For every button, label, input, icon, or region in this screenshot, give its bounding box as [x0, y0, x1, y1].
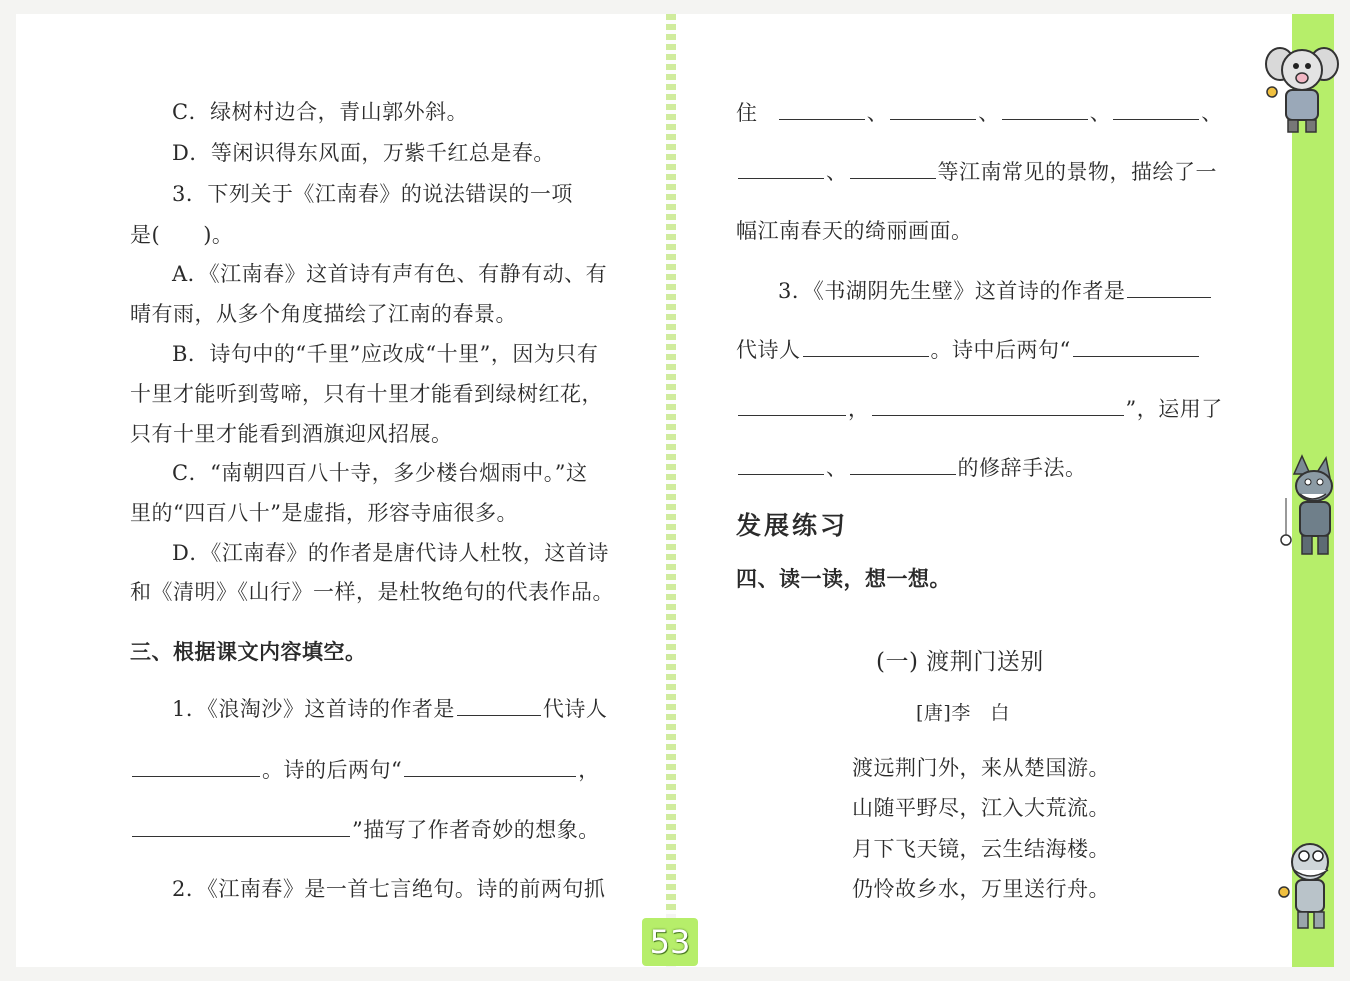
option-c2-line-2: 里的“四百八十”是虚指，形容寺庙很多。: [130, 501, 518, 525]
blank-verse-3a[interactable]: [1073, 338, 1199, 357]
separator: 、: [866, 101, 889, 125]
option-a-line-2: 晴有雨，从多个角度描绘了江南的春景。: [130, 302, 517, 326]
poem-line-1: 渡远荆门外，来从楚国游。: [852, 756, 1110, 780]
development-practice-heading: 发展练习: [736, 511, 849, 540]
fill-2-line-3: [736, 156, 1217, 186]
fill-3-text-d: ”，运用了: [1125, 397, 1223, 421]
fill-3-line-1: [778, 275, 1213, 305]
section-4-heading: 四、读一读，想一想。: [736, 567, 951, 591]
blank-poet-3[interactable]: [803, 338, 929, 357]
poem-line-3: 月下飞天镜，云生结海楼。: [852, 837, 1110, 861]
page-fold: [666, 14, 676, 914]
blank-scene-1[interactable]: [779, 101, 865, 120]
blank-dynasty[interactable]: [457, 697, 541, 716]
section-3-heading: 三、根据课文内容填空。: [130, 640, 367, 664]
fill-2-text-b: 等江南常见的景物，描绘了一: [937, 160, 1217, 184]
option-a-line-1: A．《江南春》这首诗有声有色、有静有动、有: [172, 262, 608, 286]
poem-line-2: 山随平野尽，江入大荒流。: [852, 796, 1110, 820]
crocodile-mascot-icon: [1270, 836, 1340, 936]
blank-scene-4[interactable]: [1113, 101, 1199, 120]
option-d2-line-2: 和《清明》《山行》一样，是杜牧绝句的代表作品。: [130, 580, 614, 604]
fill-1-line-3: [130, 814, 600, 844]
poem-line-4: 仍怜故乡水，万里送行舟。: [852, 877, 1110, 901]
fill-1-text-a: 1．《浪淘沙》这首诗的作者是: [172, 697, 455, 721]
blank-verse-3b[interactable]: [738, 397, 846, 416]
question-3-answer: 是( )。: [130, 223, 234, 247]
fill-3-text-a: 3．《书湖阴先生壁》这首诗的作者是: [778, 279, 1126, 303]
blank-rhetoric-1[interactable]: [738, 456, 824, 475]
option-c2-line-1: C．“南朝四百八十寺，多少楼台烟雨中。”这: [172, 461, 588, 485]
option-b-line-2: 十里才能听到莺啼，只有十里才能看到绿树红花，: [130, 382, 603, 406]
separator: 、: [1201, 101, 1223, 125]
fill-1-text-d: ，: [578, 758, 600, 782]
fill-3-text-e: 的修辞手法。: [957, 456, 1087, 480]
separator: 、: [1089, 101, 1112, 125]
fill-2-line-1: 2．《江南春》是一首七言绝句。诗的前两句抓: [172, 877, 606, 901]
fill-1-line-2: [130, 754, 600, 784]
blank-verse-1[interactable]: [404, 758, 576, 777]
fill-3-line-3: [736, 393, 1223, 423]
blank-scene-6[interactable]: [850, 160, 936, 179]
option-d-line: D．等闲识得东风面，万紫千红总是春。: [172, 141, 555, 165]
question-3-text: 3．下列关于《江南春》的说法错误的一项: [172, 182, 573, 206]
blank-rhetoric-2[interactable]: [850, 456, 956, 475]
blank-scene-5[interactable]: [738, 160, 824, 179]
comma: ，: [848, 397, 870, 421]
blank-scene-3[interactable]: [1002, 101, 1088, 120]
poem-author: [唐]李 白: [916, 702, 1010, 724]
fill-2-line-4: 幅江南春天的绮丽画面。: [736, 219, 973, 243]
fill-3-text-c: 。诗中后两句“: [930, 338, 1071, 362]
page-number: 53: [642, 918, 698, 966]
blank-poet[interactable]: [132, 758, 260, 777]
fill-1-text-c: 。诗的后两句“: [262, 758, 403, 782]
separator: 、: [826, 160, 848, 184]
option-d2-line-1: D．《江南春》的作者是唐代诗人杜牧，这首诗: [172, 541, 609, 565]
fill-1-text-b: 代诗人: [542, 697, 608, 721]
fill-3-line-4: [736, 452, 1087, 482]
blank-scene-2[interactable]: [890, 101, 976, 120]
fill-2-line-2: [736, 97, 1223, 127]
fill-3-text-b: 代诗人: [736, 338, 801, 362]
fill-1-line-1: [172, 693, 607, 723]
fill-2-text-a: 住: [736, 101, 758, 125]
poem-title: (一) 渡荆门送别: [876, 649, 1044, 675]
option-c-line: C．绿树村边合，青山郭外斜。: [172, 100, 469, 124]
option-b-line-3: 只有十里才能看到酒旗迎风招展。: [130, 422, 453, 446]
blank-dynasty-3[interactable]: [1127, 279, 1211, 298]
blank-verse-3c[interactable]: [872, 397, 1124, 416]
fill-3-line-2: [736, 334, 1201, 364]
wolf-mascot-icon: [1272, 452, 1342, 562]
blank-verse-2[interactable]: [132, 818, 350, 837]
fill-1-text-e: ”描写了作者奇妙的想象。: [352, 818, 600, 842]
separator: 、: [826, 456, 848, 480]
option-b-line-1: B．诗句中的“千里”应改成“十里”，因为只有: [172, 342, 599, 366]
separator: 、: [978, 101, 1000, 125]
elephant-mascot-icon: [1262, 36, 1342, 136]
